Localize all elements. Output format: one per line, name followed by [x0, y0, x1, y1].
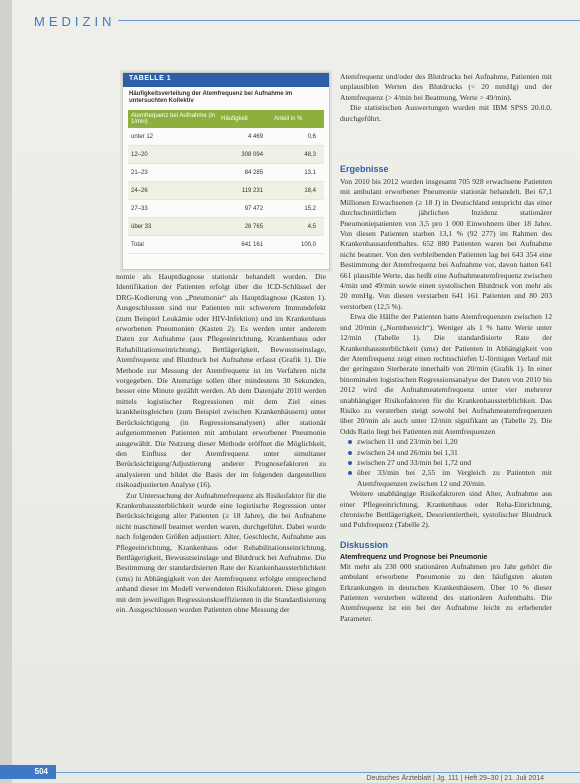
table-cell: 0,6	[271, 128, 324, 146]
column-header: Häufigkeit	[218, 110, 271, 128]
table-label: TABELLE 1	[123, 73, 329, 87]
table-cell: 15,2	[271, 200, 324, 218]
table-cell: 24–26	[128, 182, 218, 200]
right-column-text	[340, 160, 552, 624]
left-column-text	[116, 272, 326, 615]
table-row	[128, 182, 324, 200]
table-row	[128, 200, 324, 218]
paragraph: Zur Untersuchung der Aufnahmefrequenz als Risikofaktor für die Krankenhaussterblichkeit wurde eine logistische Regression unter Berücksichtigung aller Patienten (≥ 18 Jahre), die bei Aufnahme nicht maschinell beatmet werden waren, durchgeführt. Dabei wurde nach folgenden Größen adjustiert: Alter, Geschlecht, Aufnahme aus Pflegeeinrichtung, Krankenhaus oder Rehabilitationseinrichtung, Bettlägerigkeit, Bewusstseinslage und Blutdruck bei Aufnahme. Die Bestimmung der standardisierten Rate der Krankenhaussterblichkeit (sms) in Abhängigkeit von der Atemfrequenz erfolgte entsprechend anhand dieser im Modell verwendeten Risikofaktoren. Diese gingen mit dem jeweiligen Regressionskoeffizienten in die Standardisierung ein. Ausgeschlossen wurden Patienten ohne Messung der	[116, 490, 326, 614]
discussion-heading: Diskussion	[340, 539, 389, 550]
discussion-subheading: Atemfrequenz und Prognose bei Pneumonie	[340, 553, 488, 561]
table-header-row	[128, 110, 324, 128]
table-cell: 119 231	[218, 182, 271, 200]
table-cell: 100,0	[271, 236, 324, 254]
table-cell: Total	[128, 236, 218, 254]
table-cell: 4 469	[218, 128, 271, 146]
table-cell: 13,1	[271, 164, 324, 182]
table-cell: 641 161	[218, 236, 271, 254]
section-label: MEDIZIN	[34, 14, 116, 29]
table-row	[128, 164, 324, 182]
table-cell: 21–23	[128, 164, 218, 182]
header-rule	[118, 20, 580, 21]
table-cell: 27–33	[128, 200, 218, 218]
list-item: über 33/min bei 2,55 im Vergleich zu Patienten mit Atemfrequenzen zwischen 12 und 20/min.	[348, 468, 552, 489]
table-total-row	[128, 236, 324, 254]
table-cell: 48,3	[271, 146, 324, 164]
paragraph: Mit mehr als 230 000 stationären Aufnahmen pro Jahr gehört die ambulant erworbene Pneumonie zu den häufigsten akuten Erkrankungen in deutschen Krankenhäusern. Über 10 % dieser Patienten versterben während des stationären Aufenthalts. Die Atemfrequenz ist ein bei der Aufnahme leicht zu erhebender Parameter.	[340, 561, 552, 623]
paragraph: Atemfrequenz und/oder des Blutdrucks bei Aufnahme, Patienten mit unplausiblen Werten des Blutdrucks (< 20 mmHg) und der Atemfrequenz (> 4/min bei Beatmung, Werte > 49/min).	[340, 72, 552, 102]
right-column-top-text	[340, 72, 552, 124]
list-item: zwischen 24 und 26/min bei 1,31	[348, 448, 552, 458]
page-number: 504	[0, 765, 56, 779]
table-cell: 28 765	[218, 218, 271, 236]
page-edge-shadow	[0, 0, 12, 783]
table-cell: 18,4	[271, 182, 324, 200]
list-item: zwischen 11 und 23/min bei 1,20	[348, 437, 552, 447]
table-1	[122, 72, 330, 270]
results-heading: Ergebnisse	[340, 164, 389, 174]
table-cell: 84 285	[218, 164, 271, 182]
table-cell: 4,5	[271, 218, 324, 236]
paragraph: Die statistischen Auswertungen wurden mit IBM SPSS 20.0.0. durchgeführt.	[340, 103, 552, 123]
table-caption: Häufigkeitsverteilung der Atemfrequenz bei Aufnahme im untersuchten Kollektiv	[129, 91, 293, 104]
column-header: Anteil in %	[271, 110, 324, 128]
table-cell: 12–20	[128, 146, 218, 164]
table-row	[128, 146, 324, 164]
paragraph: nomie als Hauptdiagnose stationär behandelt wurden. Die Identifikation der Patienten erfolgt über die ICD-Schlüssel der DRG-Kodierung von „Pneumonie“ als Hauptdiagnose (Kasten 1). Ausgeschlossen sind nur Patienten mit schwerem Immundefekt (zum Beispiel Leukämie oder HIV-Infektion) und im Krankenhaus erworbenen Pneumonien (Kasten 2). Es werden unter anderem Daten zur Aufnahme (aus Pflegeeinrichtung, Krankenhaus oder Rehabilitationseinrichtung), Bettlägerigkeit, Bewusstseinslage, Atemfrequenz und Blutdruck bei Aufnahme erfasst (Grafik 1). Die Methode zur Messung der Atemfrequenz ist im Verfahren nicht vorgegeben. Die Atemzüge sollen über mindestens 30 Sekunden, besser eine Minute gezählt werden. Ab dem Datenjahr 2010 werden mittels logistischer Regressionen mit dem Ziel eines krankheitsgleichen (zum Beispiel zwischen Krankenhäusern) unter Berücksichtigung (in Regressionsanalysen) aller stationär aufgenommenen Patienten mit ambulant erworbener Pneumonie ausgewählt. Die Nutzung dieser Methode eröffnet die Möglichkeit, den Einfluss der Atemfrequenz unter simultaner Berücksichtigung/Adjustierung anderer Prognosefaktoren zu analysieren und bildet die Basis der im folgenden dargestellten risikoadjustierten Analyse (16).	[116, 272, 326, 490]
table-cell: über 33	[128, 218, 218, 236]
list-item: zwischen 27 und 33/min bei 1,72 und	[348, 458, 552, 468]
paragraph: Weitere unabhängige Risikofaktoren sind Alter, Aufnahme aus einer Pflegeeinrichtung, Krankenhaus oder Reha-Einrichtung, chronische Bettlägerigkeit, Desorientiertheit, systolischer Blutdruck und Pulsfrequenz (Tabelle 2).	[340, 489, 552, 530]
table-cell: unter 12	[128, 128, 218, 146]
paragraph: Von 2010 bis 2012 wurden insgesamt 705 928 erwachsene Patienten mit ambulant erworbener Pneumonie stationär behandelt. Bei 67,1 Millionen Erwachsenen (≥ 18 J) in Deutschland entspricht das einer durchschnittlichen jährlichen Inzidenz stationärer Pneumoniepatienten von 3,5 pro 1 000 Einwohnern über 18 Jahre. Von diesen Patienten starben 13,1 % (92 277) im Rahmen des Krankenhausaufenthaltes. 652 880 Patienten waren bei Aufnahme nicht beatmet. Von den verbleibenden Patienten lag bei 643 354 eine Bestimmung der Atemfrequenz bei Aufnahme vor, davon hatten 641 661 plausible Werte, das heißt eine Aufnahmeatemfrequenz zwischen 4/min und 49/min sowie einen systolischen Blutdruck von mehr als 20 mmHg. Von diesen verstarben 641 161 Patienten und 80 203 verstorben (12,5 %).	[340, 177, 552, 311]
table-row	[128, 218, 324, 236]
table-row	[128, 128, 324, 146]
table-cell: 97 472	[218, 200, 271, 218]
column-header: Atemfrequenz bei Aufnahme (in 1/min)	[128, 110, 218, 128]
odds-ratio-list	[340, 437, 552, 489]
journal-citation: Deutsches Ärzteblatt | Jg. 111 | Heft 29–30 | 21. Juli 2014	[366, 775, 544, 782]
footer-rule	[56, 772, 580, 773]
frequency-table	[128, 110, 324, 254]
paragraph: Etwa die Hälfte der Patienten hatte Atemfrequenzen zwischen 12 und 20/min („Normbereich“). Weniger als 1 % hatte Werte unter 12/min (Tabelle 1). Die standardisierte Rate der Krankenhaussterblichkeit (sms) der Patienten in Abhängigkeit von der Atemfrequenz zeigt einen rechtsschiefen U-förmigen Verlauf mit der geringsten Sterberate innerhalb von 20/min (Grafik 1). In einer binominalen logistischen Regressionsanalyse der Daten von 2010 bis 2012 wird die Aufnahmeatemfrequenz unter vier mehrerer unabhängiger Risikofaktoren für die Krankenhaussterblichkeit. Das Risiko zu versterben steigt sowohl bei Aufnahmeatemfrequenzen über 20/min als auch unter 12/min signifikant an (Tabelle 2). Die Odds Ratio liegt bei Patienten mit Atemfrequenzen	[340, 312, 552, 436]
table-cell: 308 094	[218, 146, 271, 164]
